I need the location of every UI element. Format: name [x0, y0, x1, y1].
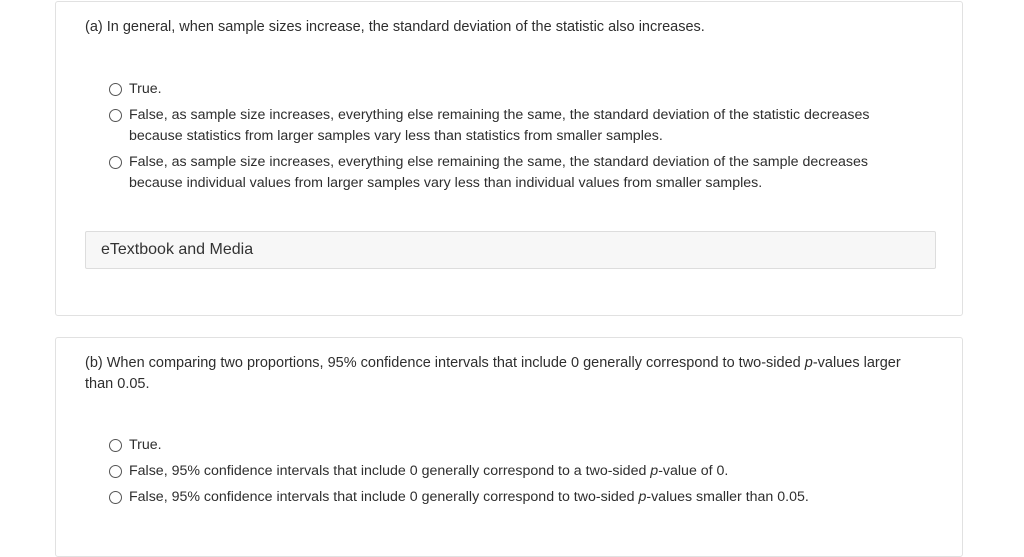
- option-a-false-statistic[interactable]: [109, 105, 902, 147]
- question-card-b: [55, 337, 963, 557]
- option-label: False, as sample size increases, everything else remaining the same, the standard deviation of the sample decreases because individual values from larger samples vary less than individual values from smaller samples.: [129, 154, 868, 191]
- option-label: False, 95% confidence intervals that include 0 generally correspond to two-sided p-values smaller than 0.05.: [129, 489, 809, 505]
- answer-options-b: [109, 435, 902, 513]
- question-text-a: (a) In general, when sample sizes increase, the standard deviation of the statistic also increases.: [85, 19, 705, 35]
- radio-button-icon[interactable]: [109, 156, 122, 169]
- option-b-false-pvalue-smaller[interactable]: [109, 487, 902, 508]
- radio-button-icon[interactable]: [109, 439, 122, 452]
- option-label: False, 95% confidence intervals that include 0 generally correspond to a two-sided p-value of 0.: [129, 463, 729, 479]
- option-a-true[interactable]: [109, 79, 902, 100]
- etextbook-media-button[interactable]: eTextbook and Media: [85, 231, 936, 269]
- radio-button-icon[interactable]: [109, 491, 122, 504]
- option-label: False, as sample size increases, everything else remaining the same, the standard deviation of the statistic decreases because statistics from larger samples vary less than statistics from smaller samples.: [129, 107, 870, 144]
- radio-button-icon[interactable]: [109, 109, 122, 122]
- option-b-false-pvalue-zero[interactable]: [109, 461, 902, 482]
- radio-button-icon[interactable]: [109, 465, 122, 478]
- question-text-b: (b) When comparing two proportions, 95% confidence intervals that include 0 generally correspond to two-sided p-values larger than 0.05.: [85, 355, 901, 392]
- option-label: True.: [129, 81, 162, 97]
- radio-button-icon[interactable]: [109, 83, 122, 96]
- option-b-true[interactable]: [109, 435, 902, 456]
- answer-options-a: [109, 79, 902, 199]
- option-label: True.: [129, 437, 162, 453]
- question-card-a: [55, 1, 963, 316]
- option-a-false-sample[interactable]: [109, 152, 902, 194]
